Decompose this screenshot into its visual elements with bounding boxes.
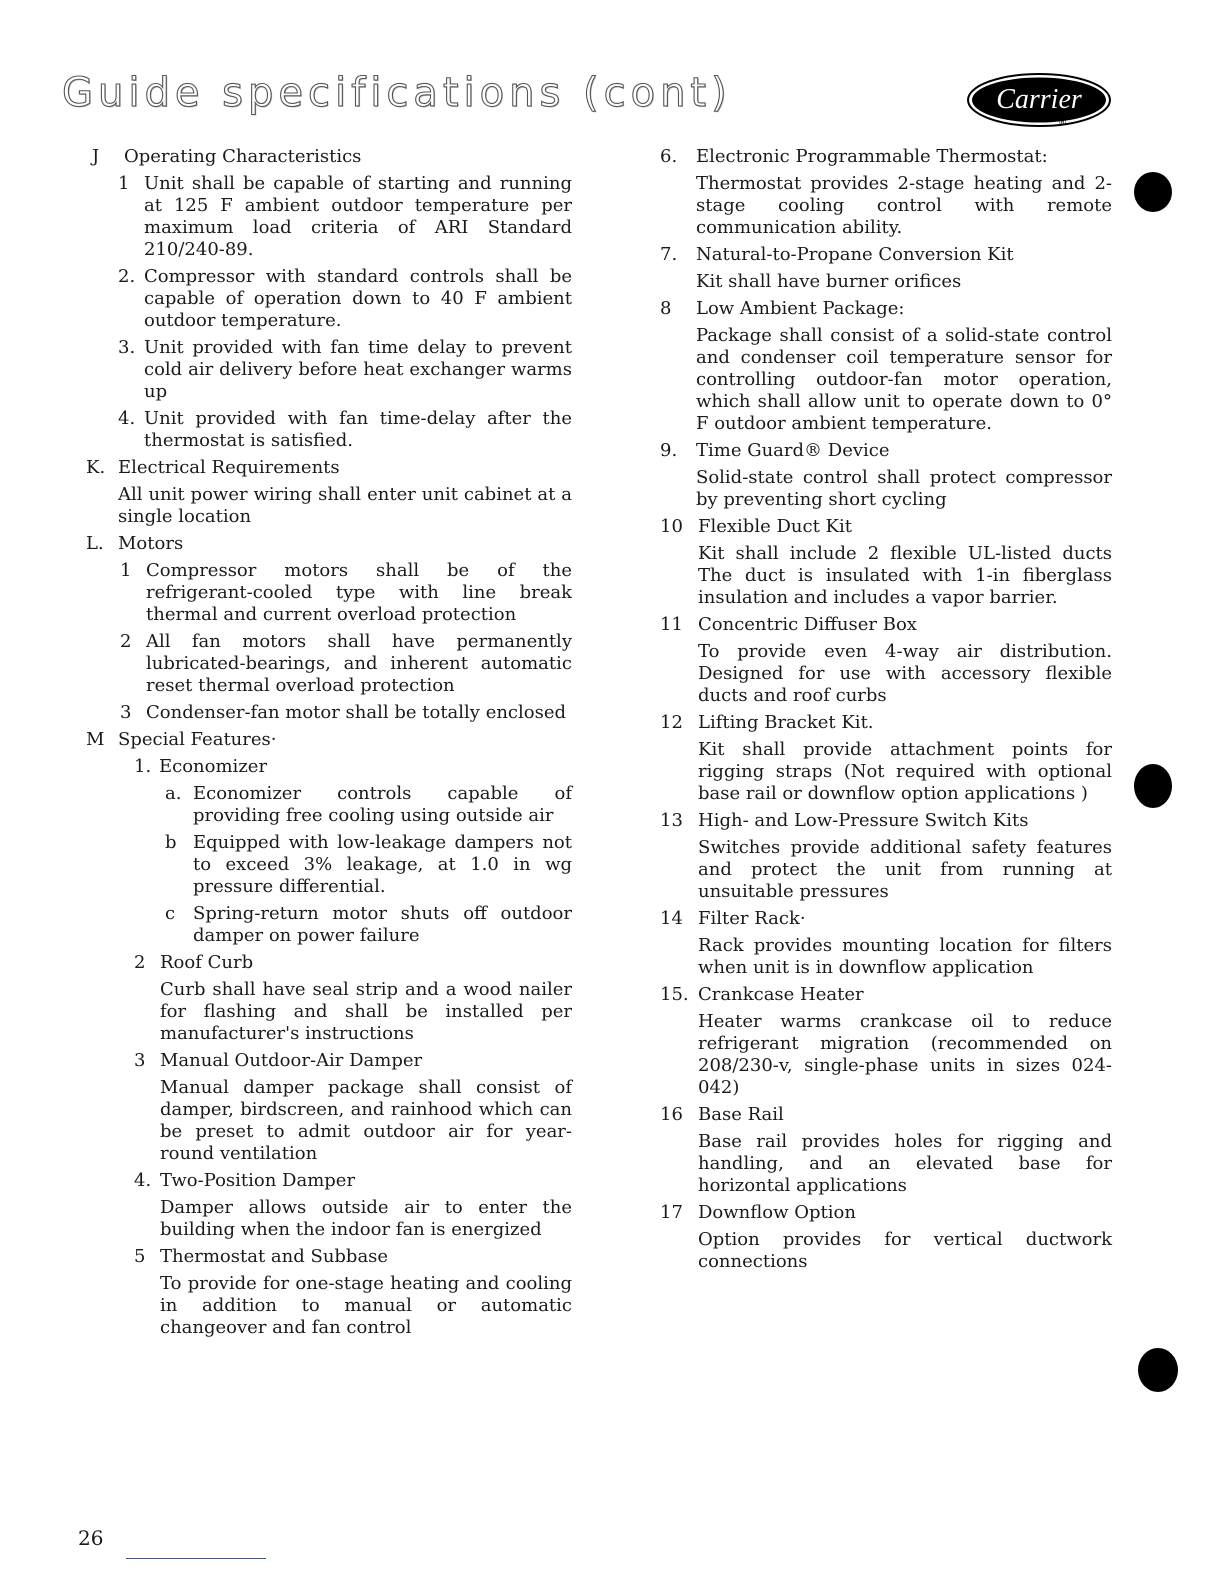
registered-mark: ® bbox=[1058, 118, 1067, 128]
feature-title: Roof Curb bbox=[160, 952, 254, 973]
section-l-items bbox=[86, 560, 572, 724]
page-title: Guide specifications (cont) bbox=[62, 70, 732, 116]
feature-two-position-damper bbox=[86, 1170, 572, 1241]
feature-description: Heater warms crankcase oil to reduce refrigerant migration (recommended on 208/230-v, single-phase units in sizes 024-042) bbox=[698, 1011, 1112, 1098]
sub-item bbox=[165, 832, 572, 898]
list-item bbox=[118, 266, 572, 332]
item-number: 2 bbox=[120, 631, 132, 652]
feature-title: Time Guard® Device bbox=[696, 440, 890, 461]
feature-lifting-bracket bbox=[660, 712, 1112, 805]
item-text: Compressor motors shall be of the refrigerant-cooled type with line break thermal and current overload protection bbox=[146, 560, 572, 625]
list-item bbox=[120, 631, 572, 697]
feature-description: Kit shall have burner orifices bbox=[696, 271, 962, 292]
list-item bbox=[118, 173, 572, 261]
feature-diffuser-box bbox=[660, 614, 1112, 707]
feature-number: 7. bbox=[660, 244, 678, 265]
feature-description: Solid-state control shall protect compressor by preventing short cycling bbox=[696, 467, 1112, 510]
item-number: 4. bbox=[118, 408, 136, 429]
section-heading: Special Features· bbox=[118, 729, 277, 750]
feature-title: Base Rail bbox=[698, 1104, 784, 1125]
feature-description: Kit shall include 2 flexible UL-listed ducts The duct is insulated with 1-in fiberglass insulation and includes a vapor barrier. bbox=[698, 543, 1112, 608]
feature-pressure-switch bbox=[660, 810, 1112, 903]
item-text: Condenser-fan motor shall be totally enclosed bbox=[146, 702, 567, 723]
feature-downflow-option bbox=[660, 1202, 1112, 1273]
sub-item bbox=[165, 783, 572, 827]
sub-item-text: Equipped with low-leakage dampers not to exceed 3% leakage, at 1.0 in wg pressure differential. bbox=[193, 832, 572, 897]
list-item bbox=[118, 408, 572, 452]
section-letter: J bbox=[92, 146, 100, 167]
item-text: Unit shall be capable of starting and running at 125 F ambient outdoor temperature per maximum load criteria of ARI Standard 210/240-89. bbox=[144, 173, 572, 260]
feature-title: Flexible Duct Kit bbox=[698, 516, 852, 537]
page-number: 26 bbox=[78, 1526, 104, 1550]
list-item bbox=[118, 337, 572, 403]
feature-description: Option provides for vertical ductwork connections bbox=[698, 1229, 1112, 1272]
feature-heading bbox=[134, 1050, 572, 1072]
item-number: 3 bbox=[120, 702, 132, 723]
item-text: All fan motors shall have permanently lubricated-bearings, and inherent automatic reset thermal overload protection bbox=[146, 631, 572, 696]
right-column bbox=[660, 146, 1112, 1278]
feature-description: Switches provide additional safety features and protect the unit from running at unsuitable pressures bbox=[698, 837, 1112, 902]
feature-heading bbox=[134, 1246, 572, 1268]
feature-description: Curb shall have seal strip and a wood nailer for flashing and shall be installed per manufacturer's instructions bbox=[160, 979, 572, 1044]
footer-rule bbox=[126, 1558, 266, 1559]
feature-number: 13 bbox=[660, 810, 683, 831]
feature-number: 9. bbox=[660, 440, 678, 461]
feature-crankcase-heater bbox=[660, 984, 1112, 1099]
feature-heading bbox=[134, 952, 572, 974]
section-m bbox=[86, 729, 572, 751]
feature-heading bbox=[134, 1170, 572, 1192]
feature-description: Damper allows outside air to enter the building when the indoor fan is energized bbox=[160, 1197, 572, 1240]
feature-title: Downflow Option bbox=[698, 1202, 856, 1223]
binder-hole-bottom bbox=[1138, 1348, 1178, 1392]
item-number: 2. bbox=[118, 266, 136, 287]
feature-description: Thermostat provides 2-stage heating and 2-stage cooling control with remote communication ability. bbox=[696, 173, 1112, 238]
carrier-logo bbox=[966, 72, 1112, 132]
item-text: Compressor with standard controls shall be capable of operation down to 40 F ambient outdoor temperature. bbox=[144, 266, 572, 331]
binder-hole-middle bbox=[1134, 764, 1172, 808]
feature-title: Lifting Bracket Kit. bbox=[698, 712, 874, 733]
section-letter: M bbox=[86, 729, 105, 750]
carrier-logo-text: Carrier bbox=[996, 84, 1082, 115]
list-item bbox=[120, 702, 572, 724]
feature-propane-kit bbox=[660, 244, 1112, 293]
feature-number: 12 bbox=[660, 712, 683, 733]
feature-number: 14 bbox=[660, 908, 683, 929]
sub-item-letter: b bbox=[165, 832, 177, 853]
feature-base-rail bbox=[660, 1104, 1112, 1197]
left-column bbox=[86, 146, 572, 1339]
feature-heading bbox=[134, 756, 572, 778]
feature-number: 2 bbox=[134, 952, 146, 973]
feature-flexible-duct bbox=[660, 516, 1112, 609]
feature-number: 17 bbox=[660, 1202, 683, 1223]
feature-title: Economizer bbox=[159, 756, 268, 777]
feature-low-ambient bbox=[660, 298, 1112, 435]
feature-title: Thermostat and Subbase bbox=[160, 1246, 389, 1267]
feature-number: 8 bbox=[660, 298, 672, 319]
section-j-items bbox=[86, 173, 572, 452]
economizer-subitems bbox=[134, 783, 572, 947]
section-letter: L. bbox=[86, 533, 104, 554]
section-heading: Electrical Requirements bbox=[118, 457, 340, 478]
feature-number: 4. bbox=[134, 1170, 152, 1191]
feature-description: Package shall consist of a solid-state control and condenser coil temperature sensor for controlling outdoor-fan motor operation, which shall allow unit to operate down to 0° F outdoor ambient temperature. bbox=[696, 325, 1112, 434]
feature-manual-damper bbox=[86, 1050, 572, 1165]
feature-title: Low Ambient Package: bbox=[696, 298, 905, 319]
item-text: Unit provided with fan time-delay after the thermostat is satisfied. bbox=[144, 408, 572, 451]
sub-item-text: Spring-return motor shuts off outdoor damper on power failure bbox=[193, 903, 572, 946]
feature-description: To provide even 4-way air distribution. Designed for use with accessory flexible ducts and roof curbs bbox=[698, 641, 1112, 706]
sub-item-letter: a. bbox=[165, 783, 182, 804]
item-text: Unit provided with fan time delay to prevent cold air delivery before heat exchanger warms up bbox=[144, 337, 572, 402]
section-j bbox=[86, 146, 572, 168]
feature-thermostat-subbase bbox=[86, 1246, 572, 1339]
feature-number: 1. bbox=[134, 756, 152, 777]
feature-number: 5 bbox=[134, 1246, 146, 1267]
sub-item-letter: c bbox=[165, 903, 176, 924]
sub-item-text: Economizer controls capable of providing free cooling using outside air bbox=[193, 783, 572, 826]
feature-number: 3 bbox=[134, 1050, 146, 1071]
feature-title: Crankcase Heater bbox=[698, 984, 864, 1005]
feature-description: Rack provides mounting location for filters when unit is in downflow application bbox=[698, 935, 1112, 978]
feature-description: To provide for one-stage heating and cooling in addition to manual or automatic changeover and fan control bbox=[160, 1273, 572, 1338]
item-number: 3. bbox=[118, 337, 136, 358]
sub-item bbox=[165, 903, 572, 947]
feature-description: Base rail provides holes for rigging and handling, and an elevated base for horizontal applications bbox=[698, 1131, 1112, 1196]
feature-filter-rack bbox=[660, 908, 1112, 979]
item-number: 1 bbox=[120, 560, 132, 581]
section-heading: Motors bbox=[118, 533, 184, 554]
section-l bbox=[86, 533, 572, 555]
feature-title: Electronic Programmable Thermostat: bbox=[696, 146, 1048, 167]
binder-hole-top bbox=[1134, 172, 1172, 212]
feature-description: Kit shall provide attachment points for rigging straps (Not required with optional base rail or downflow option applications ) bbox=[698, 739, 1112, 804]
feature-number: 6. bbox=[660, 146, 678, 167]
item-number: 1 bbox=[118, 173, 130, 194]
feature-title: Natural-to-Propane Conversion Kit bbox=[696, 244, 1014, 265]
list-item bbox=[120, 560, 572, 626]
feature-economizer bbox=[86, 756, 572, 947]
feature-title: Filter Rack· bbox=[698, 908, 806, 929]
feature-title: Concentric Diffuser Box bbox=[698, 614, 917, 635]
feature-number: 16 bbox=[660, 1104, 683, 1125]
section-k-text: All unit power wiring shall enter unit cabinet at a single location bbox=[118, 484, 572, 527]
feature-number: 11 bbox=[660, 614, 683, 635]
feature-roof-curb bbox=[86, 952, 572, 1045]
feature-number: 15. bbox=[660, 984, 689, 1005]
section-heading: Operating Characteristics bbox=[124, 146, 362, 167]
feature-number: 10 bbox=[660, 516, 683, 537]
feature-description: Manual damper package shall consist of damper, birdscreen, and rainhood which can be preset to admit outdoor air for year-round ventilation bbox=[160, 1077, 572, 1164]
feature-title: Two-Position Damper bbox=[160, 1170, 356, 1191]
feature-title: High- and Low-Pressure Switch Kits bbox=[698, 810, 1029, 831]
feature-time-guard bbox=[660, 440, 1112, 511]
feature-electronic-thermostat bbox=[660, 146, 1112, 239]
section-k bbox=[86, 457, 572, 479]
feature-title: Manual Outdoor-Air Damper bbox=[160, 1050, 423, 1071]
section-letter: K. bbox=[86, 457, 106, 478]
